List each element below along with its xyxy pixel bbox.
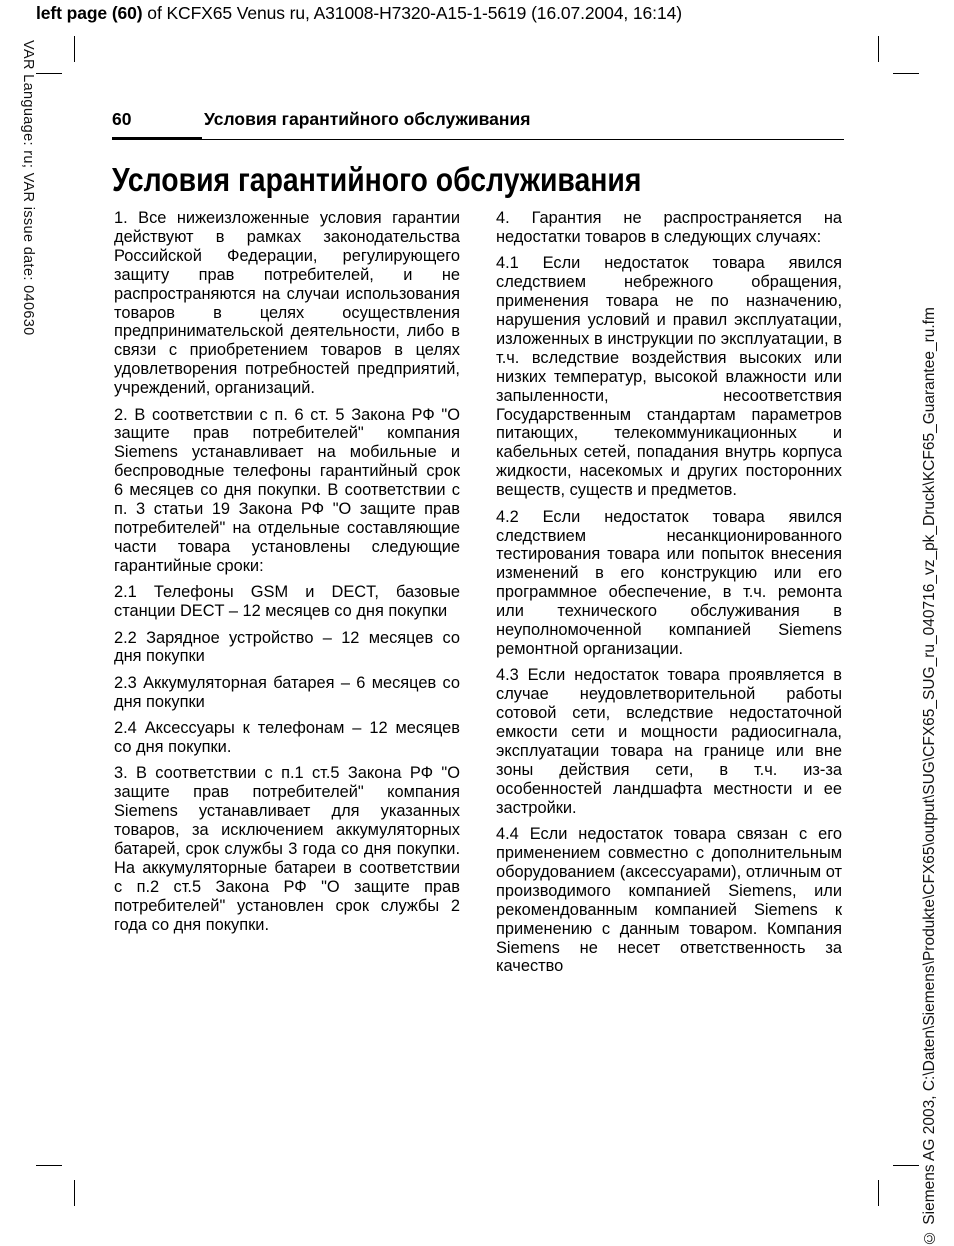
crop-mark bbox=[36, 1165, 62, 1166]
print-header bbox=[36, 2, 682, 24]
paragraph: 4. Гарантия не распространяется на недостатки товаров в следующих случаях: bbox=[496, 209, 842, 246]
crop-mark bbox=[893, 1165, 919, 1166]
side-text-file-path: © Siemens AG 2003, C:\Daten\Siemens\Produkte\CFX65\output\SUG\CFX65_SUG_ru_040716_vz_pk_Druck\KCF65_Guarantee_ru.fm bbox=[921, 307, 938, 1246]
running-head: Условия гарантийного обслуживания bbox=[204, 109, 531, 129]
paragraph: 3. В соответствии с п.1 ст.5 Закона РФ "О защите прав потребителей" компания Siemens устанавливает для указанных товаров, за исключением аккумуляторных батарей, срок службы 3 года со дня покупки. На аккумуляторные батареи в соответствии с п.2 ст.5 Закона РФ "О защите прав потребителей" установлен срок службы 2 года со дня покупки. bbox=[114, 764, 460, 934]
crop-mark bbox=[893, 73, 919, 74]
page-number: 60 bbox=[112, 109, 132, 129]
crop-mark bbox=[878, 36, 879, 62]
header-rule-thick bbox=[112, 137, 202, 140]
paragraph: 4.2 Если недостаток товара явился следствием несанкционированного тестирования товара или попыток внесения изменений в его конструкцию или его программное обеспечение, в т.ч. ремонта или технического обслуживания в неуполномоченной компанией Siemens ремонтной организации. bbox=[496, 507, 842, 658]
paragraph: 2.4 Аксессуары к телефонам – 12 месяцев со дня покупки. bbox=[114, 719, 460, 757]
paragraph: 4.3 Если недостаток товара проявляется в случае неудовлетворительной работы сотовой сети, вследствие недостаточной емкости сети и мощности радиосигнала, эксплуатации товара на границе или вне зоны действия сети, в т.ч. из-за особенностей ландшафта местности и ее застройки. bbox=[496, 666, 842, 817]
paragraph: 4.4 Если недостаток товара связан с его применением совместно с дополнительным оборудованием (аксессуарами), отличным от производимого компанией Siemens, или рекомендованным компанией Siemens к применению с данным товаром. Компания Siemens не несет ответственность за качество bbox=[496, 825, 842, 976]
paragraph: 2. В соответствии с п. 6 ст. 5 Закона РФ "О защите прав потребителей" компания Siemens устанавливает на мобильные и беспроводные телефоны гарантийный срок 6 месяцев со дня покупки. В соответствии с п. 3 статьи 19 Закона РФ "О защите прав потребителей" на отдельные составляющие части товара установлены следующие гарантийные сроки: bbox=[114, 405, 460, 575]
paragraph: 2.3 Аккумуляторная батарея – 6 месяцев со дня покупки bbox=[114, 673, 460, 711]
print-header-info: of KCFX65 Venus ru, A31008-H7320-A15-1-5619 (16.07.2004, 16:14) bbox=[142, 3, 682, 23]
print-header-label: left page (60) bbox=[36, 3, 143, 23]
crop-mark bbox=[74, 1180, 75, 1206]
right-column bbox=[496, 209, 842, 984]
page-title: Условия гарантийного обслуживания bbox=[112, 161, 642, 198]
header-rule bbox=[202, 139, 844, 140]
paragraph: 2.2 Зарядное устройство – 12 месяцев со дня покупки bbox=[114, 628, 460, 666]
left-column bbox=[114, 209, 460, 942]
paragraph: 4.1 Если недостаток товара явился следствием небрежного обращения, применения товара не по назначению, нарушения условий и правил эксплуатации, изложенных в инструкции по эксплуатации, в т.ч. вследствие воздействия высоких или низких температур, высокой влажности или запыленности, несоответствия Государственным стандартам параметров питающих, телекоммуникационных и кабельных сетей, попадания внутрь корпуса жидкости, насекомых и других посторонних веществ, существ и предметов. bbox=[496, 254, 842, 500]
crop-mark bbox=[36, 73, 62, 74]
side-text-language: VAR Language: ru; VAR issue date: 040630 bbox=[20, 40, 36, 336]
paragraph: 2.1 Телефоны GSM и DECT, базовые станции DECT – 12 месяцев со дня покупки bbox=[114, 583, 460, 621]
paragraph: 1. Все нижеизложенные условия гарантии действуют в рамках законодательства Российской Федерации, регулирующего защиту прав потребителей, и не распространяются на случаи использования товаров в целях осуществления предпринимательской деятельности, либо в связи с приобретением товаров в целях удовлетворения потребностей предприятий, учреждений, организаций. bbox=[114, 209, 460, 398]
crop-mark bbox=[74, 36, 75, 62]
crop-mark bbox=[878, 1180, 879, 1206]
